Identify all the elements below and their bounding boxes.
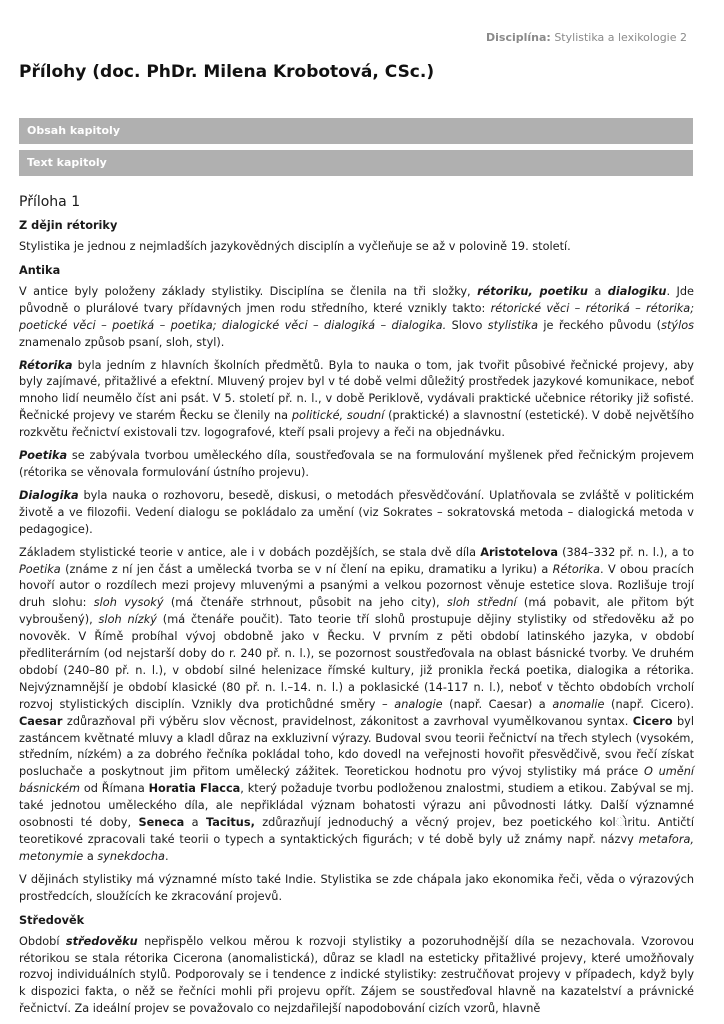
term-italic: O umění básnickém — [19, 765, 694, 796]
text-run: Období — [19, 934, 66, 948]
poetika-paragraph — [19, 448, 694, 482]
text-run: (známe z ní jen část a umělecká tvorba se v ní člení na epiku, dramatiku a lyriku) a — [60, 562, 553, 576]
page-title: Přílohy (doc. PhDr. Milena Krobotová, CSc.) — [19, 62, 435, 82]
text-run: . V obou pracích hovoří autor o rozdílech mezi projevy mluvenými a psanými a velkou pozornost věnuje estetice slova. Rozlišuje trojí druh slohu: — [19, 562, 694, 610]
term-italic: Rétorika — [552, 562, 600, 576]
text-run: Základem stylistické teorie v antice, ale i v dobách pozdějších, se stala dvě díla — [19, 545, 481, 559]
name-bold: Horatia Flacca — [148, 782, 241, 796]
term-italic: stýlos — [661, 318, 694, 332]
text-run: byla nauka o rozhovoru, besedě, diskusi, o metodách přesvědčování. Uplatňovala se zvláště v politickém životě a ve filozofii. Vedení dialogu se pokládalo za umění (viz Sokrates – sokratovská metoda – dialogická metoda v pedagogice). — [19, 488, 694, 536]
retorika-paragraph — [19, 358, 694, 443]
text-run: (např. Caesar) a — [442, 697, 553, 711]
term-emphasis: Poetika — [19, 449, 68, 463]
discipline-label: Disciplína: — [486, 31, 551, 44]
name-bold: Tacitus, — [205, 816, 255, 830]
stredovek-heading: Středověk — [19, 913, 85, 927]
text-run: byl zastáncem květnaté mluvy a kladl důraz na exkluzivní výrazy. Budoval svou teorii řečnictví na třech stylech (vysokém, středním, nízkém) a za dobrého řečníka pokládal toho, kdo dovedl na veřejnosti hovořit přesvědčivě, svou řečí získat posluchače a poskytnout jim přitom umělecký zážitek. Teoretickou hodnotu pro vývoj stylistiky má práce — [19, 714, 694, 779]
text-run: je řeckého původu ( — [538, 318, 662, 332]
term-italic: metafora, metonymie — [19, 833, 694, 863]
antika-heading: Antika — [19, 263, 61, 277]
term-italic: rétorické věci – rétoriká – rétorika; poetické věci – poetiká – poetika; dialogické věci – dialogiká – dialogika. — [19, 301, 694, 332]
name-bold: Aristotelova — [480, 545, 558, 559]
text-run: znamenalo způsob psaní, sloh, styl). — [19, 335, 225, 349]
term-italic: politické, soudní — [291, 409, 385, 423]
discipline-value: Stylistika a lexikologie 2 — [554, 31, 687, 44]
discipline-header — [486, 31, 687, 44]
foundation-paragraph — [19, 545, 694, 866]
text-run: od Římana — [80, 782, 149, 796]
document-body — [19, 193, 694, 1024]
text-run: se zabývala tvorbou uměleckého díla, soustřeďovala se na formulování myšlenek před řečnickým projevem (rétorika se věnovala formulování ústního projevu). — [19, 449, 694, 479]
history-heading: Z dějin rétoriky — [19, 219, 118, 232]
term-emphasis: Dialogika — [19, 488, 79, 502]
intro-paragraph: Stylistika je jednou z nejmladších jazykovědných disciplín a vyčleňuje se až v polovině 19. století. — [19, 240, 571, 253]
dialogika-paragraph — [19, 488, 694, 539]
text-run: zdůrazňoval při výběru slov věcnost, pravidelnost, zákonitost a zavrhoval vyumělkovanou syntax. — [62, 714, 633, 728]
text-run: Slovo — [446, 318, 488, 332]
text-run: a — [83, 849, 98, 863]
text-run: a — [184, 816, 206, 830]
term-italic: sloh střední — [446, 596, 517, 610]
text-run: (má čtenáře strhnout, působit na jeho city), — [163, 596, 447, 610]
term-emphasis: Rétorika — [19, 358, 73, 372]
term-emphasis: dialogiku — [607, 284, 667, 298]
antika-paragraph — [19, 284, 694, 352]
text-run: , který požaduje tvorbu podloženou znalostmi, studiem a etikou. Zabýval se mj. také jednotou uměleckého díla, ale nepřikládal význam bohatosti výrazu ani původnosti látky. Další významné osobnosti té doby, — [19, 782, 694, 830]
text-run: zdůrazňují jednoduchý a věcný projev, bez poetického kolોritu. Antičtí teoretikové zpracovali také teorii o typech a syntaktických figurách; v té době byly už známy např. názvy — [19, 816, 694, 846]
term-italic: stylistika — [487, 318, 538, 332]
stredovek-paragraph — [19, 934, 694, 1019]
section-bar-text[interactable]: Text kapitoly — [19, 150, 693, 176]
text-run: V antice byly položeny základy stylistiky. Disciplína se členila na tři složky, — [19, 284, 478, 298]
name-bold: Seneca — [138, 816, 185, 830]
text-run: (384–332 př. n. l.), a to — [557, 545, 694, 559]
text-run: (má pobavit, ale přitom být vybroušený), — [19, 596, 694, 627]
term-italic: sloh vysoký — [93, 596, 164, 610]
name-bold: Cicero — [632, 714, 673, 728]
term-emphasis: rétoriku, poetiku — [477, 284, 588, 298]
text-run: (např. Cicero). — [604, 697, 694, 711]
term-italic: anomalie — [552, 697, 605, 711]
text-run: nepřispělo velkou měrou k rozvoji stylistiky a pozoruhodnější díla se nezachovala. Vzorovou rétorikou se stala rétorika Cicerona (anomalistická), důraz se kladl na esteticky přitažlivé projevy, které umožňovaly rozvoj individuálních stylů. Podporovaly se i tendence z indické stylistiky: zestručňovat projevy v případech, když byly k dispozici fakta, o něž se řečníci mohli při projevu opřít. Zájem se soustřeďoval hlavně na kazatelství a právnické řečnictví. Za ideální projev se považovalo co nejzdařilejší napodobování cizích vzorů, hlavně — [19, 934, 695, 1016]
appendix-title: Příloha 1 — [19, 194, 81, 210]
text-run: . Jde původně o plurálové tvary přídavných jmen rodu středního, které vznikly takto: — [19, 284, 694, 315]
term-italic: Poetika — [19, 562, 61, 576]
name-bold: Caesar — [19, 714, 63, 728]
text-run: byla jedním z hlavních školních předmětů. Byla to nauka o tom, jak tvořit působivé řečnické projevy, aby byly zajímavé, přitažlivé a efektní. Mluvený projev byl v té době velmi důležitý prostředek jazykové komunikace, neboť mnoho lidí neumělo číst ani psát. V 5. století př. n. l., v době Periklově, vydávali praktické učebnice rétoriky již sofisté. Řečnické projevy ve starém Řecku se členily na — [19, 358, 694, 423]
text-run: (má čtenáře poučit). Tato teorie tří slohů prostupuje dějiny stylistiky od středověku až po novověk. V Římě probíhal vývoj obdobně jako v Řecku. V prvním z pěti období latinského jazyka, v období předliterárním (od nejstarší doby do r. 240 př. n. l.), se pozornost soustřeďovala na oblast básnické tvorby. Ve druhém období (240–80 př. n. l.), v období silné helenizace římské kultury, již pronikla řecká poetika, dialogika a rétorika. Nejvýznamnější je období klasické (80 př. n. l.–14. n. l.) a poklasické (14-117 n. l.), neboť v těchto obdobích vrcholí rozvoj stylistických disciplín. Vznikly dva protichůdné směry – — [19, 613, 694, 711]
text-run: . — [164, 849, 169, 863]
india-paragraph: V dějinách stylistiky má významné místo také Indie. Stylistika se zde chápala jako ekonomika řeči, věda o výrazových prostředcích, sloužících ke zkracování projevů. — [19, 872, 694, 903]
term-italic: analogie — [394, 697, 443, 711]
term-italic: sloh nízký — [98, 613, 157, 627]
term-italic: synekdocha — [97, 849, 165, 863]
text-run: a — [587, 284, 608, 298]
term-emphasis: středověku — [65, 934, 138, 948]
section-bar-contents[interactable]: Obsah kapitoly — [19, 118, 693, 144]
text-run: (praktické) a slavnostní (estetické). V době největšího rozkvětu řečnictví existovali tzv. logografové, kteří psali projevy a řeči na objednávku. — [19, 409, 694, 440]
